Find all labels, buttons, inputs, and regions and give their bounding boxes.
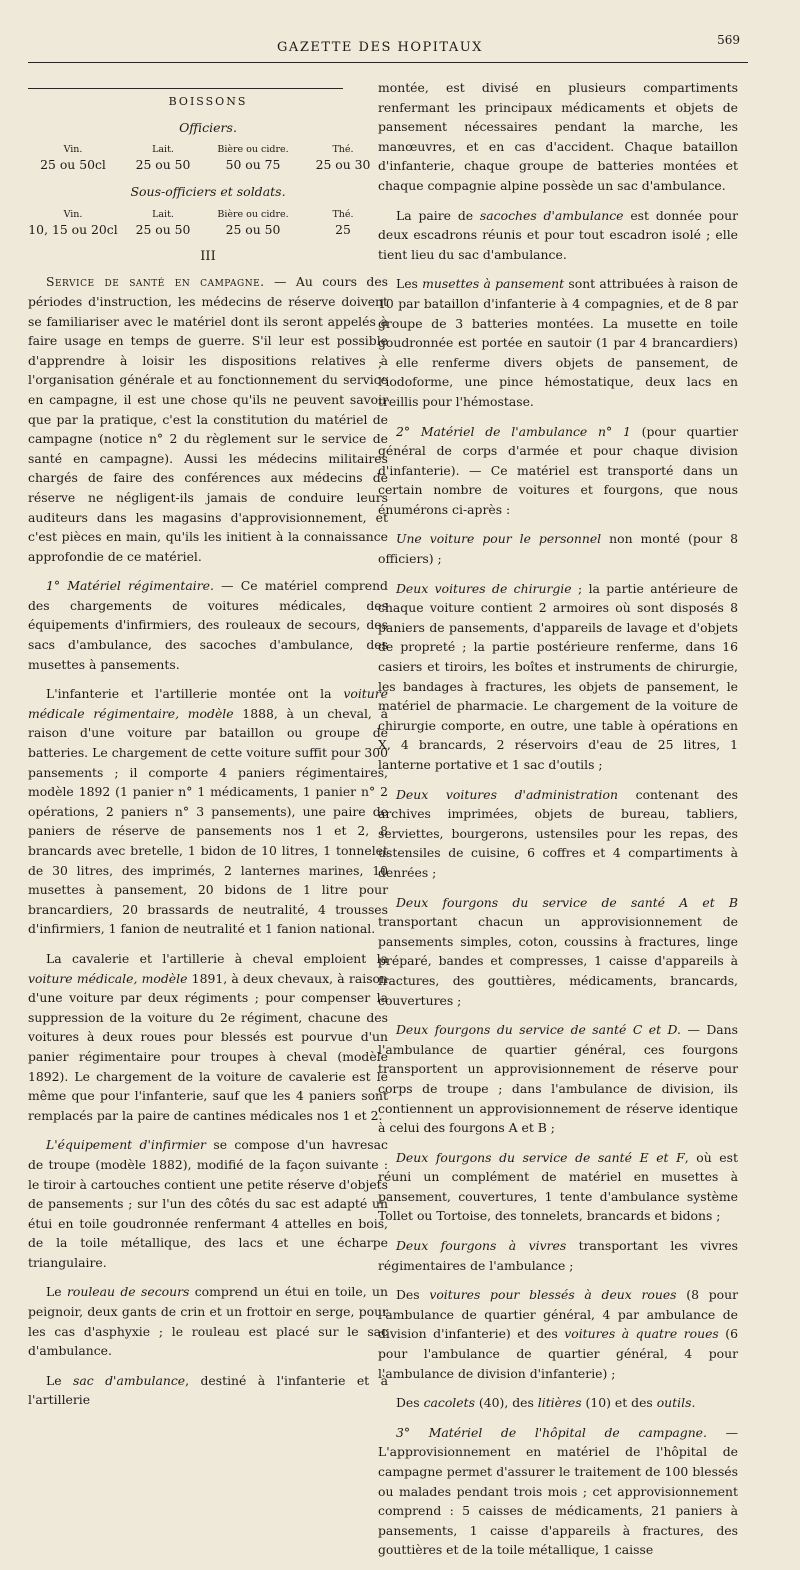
- italic-run: 3° Matériel de l'hôpital de campagne.: [396, 1424, 707, 1440]
- paragraph-cavalerie: [28, 949, 388, 1125]
- officiers-value-biere: 50 ou 75: [225, 157, 281, 173]
- italic-run: L'équipement d'infirmier: [46, 1137, 206, 1153]
- italic-run: sac d'ambulance: [73, 1372, 186, 1388]
- text-run: L'infanterie et l'artillerie montée ont la: [46, 686, 344, 702]
- officiers-value-the: 25 ou 30: [315, 157, 371, 173]
- soldats-header-vin: Vin.: [63, 208, 83, 220]
- paragraph-voitures-blesses: [378, 1285, 738, 1383]
- paragraph-hopital-campagne: [378, 1423, 738, 1560]
- soldats-title: Sous-officiers et soldats.: [130, 184, 286, 200]
- paragraph-voiture-personnel: [378, 529, 738, 568]
- soldats-value-lait: 25 ou 50: [135, 221, 191, 237]
- running-head: GAZETTE DES HOPITAUX: [277, 40, 483, 55]
- text-run: (40), des: [474, 1395, 538, 1411]
- officiers-title: Officiers.: [179, 119, 237, 135]
- soldats-value-the: 25: [335, 221, 351, 237]
- soldats-value-vin: 10, 15 ou 20cl: [28, 221, 118, 237]
- soldats-header-lait: Lait.: [152, 208, 174, 220]
- soldats-price-table: [28, 208, 388, 239]
- text-run: Des: [396, 1287, 430, 1303]
- text-run: — Dans l'ambulance de quartier général, ces fourgons transportent un approvisionnement de réserve pour corps de troupe ; dans l'ambulance de division, ils contiennent un approvisionnement de réserve identique à celui des fourgons A et B ;: [378, 1022, 738, 1136]
- text-run: (6 pour l'ambulance de quartier général, 4 pour l'ambulance de division d'infanterie) ;: [378, 1326, 738, 1381]
- text-run: Des: [396, 1395, 424, 1411]
- boissons-title: BOISSONS: [168, 95, 248, 108]
- italic-run: Deux fourgons du service de santé C et D.: [396, 1022, 681, 1038]
- paragraph-materiel-ambulance: [378, 422, 738, 520]
- text-run: .: [691, 1395, 696, 1411]
- officiers-value-lait: 25 ou 50: [135, 157, 191, 173]
- paragraph-infanterie: [28, 684, 388, 939]
- text-run: transportant les vivres régimentaires de l'ambulance ;: [378, 1238, 738, 1273]
- text-run: non monté (pour 8 officiers) ;: [378, 531, 738, 567]
- text-run: La cavalerie et l'artillerie à cheval emploient la: [46, 950, 388, 966]
- italic-run: Deux fourgons du service de santé E et F: [396, 1149, 685, 1165]
- text-run: , destiné à l'infanterie et à l'artillerie: [28, 1372, 388, 1408]
- paragraph-rouleau-de-secours: [28, 1282, 388, 1360]
- paragraph-text: — Au cours des périodes d'instruction, les médecins de réserve doivent se familiariser avec le matériel dont ils seront appelés à faire usage en temps de guerre. S'il leur est possible d'apprendre à loisir les dispositions relatives à l'organisation générale et au fonctionnement du service en campagne, il est une chose qu'ils ne peuvent savoir que par la pratique, c'est la constitution du matériel de campagne (notice n° 2 du règlement sur le service de santé en campagne). Aussi les médecins militaires chargés de faire des conférences aux médecins de réserve ne négligent-ils jamais de conduire leurs auditeurs dans les magasins d'approvisionnement, et c'est pièces en main, qu'ils les initient à la connaissance approfondie de ce matériel.: [28, 274, 389, 564]
- officiers-header-the: Thé.: [332, 144, 354, 156]
- header-rule: [28, 62, 748, 63]
- italic-run: cacolets: [423, 1395, 475, 1411]
- italic-run: litières: [537, 1395, 582, 1411]
- italic-run: voiture médicale, modèle: [28, 970, 188, 986]
- text-run: comprend un étui en toile, un peignoir, deux gants de crin et un frottoir en serge, pour les cas d'asphyxie ; le rouleau est placé sur le sac d'ambulance.: [28, 1284, 388, 1359]
- italic-run: Deux fourgons du service de santé A et B: [396, 894, 738, 910]
- text-run: 1888, à un cheval, à raison d'une voiture par bataillon ou groupe de batteries. Le chargement de cette voiture suffit pour 300 pansements ; il comporte 4 paniers régimentaires, modèle 1892 (1 panier n° 1 médicaments, 1 panier n° 2 opérations, 2 paniers n° 3 pansements), une paire de paniers de réserve de pansements nos 1 et 2, 8 brancards avec bretelle, 1 bidon de 10 litres, 1 tonnelet de 30 litres, des imprimés, 2 lanternes marines, 10 musettes à pansement, 20 bidons de 1 litre pour brancardiers, 20 brassards de neutralité, 4 trousses d'infirmiers, 1 fanion de neutralité et 1 fanion national.: [28, 705, 388, 937]
- officiers-header-vin: Vin.: [63, 144, 83, 156]
- paragraph-sac-ambulance: [28, 1371, 388, 1410]
- italic-run: musettes à pansement: [422, 276, 565, 292]
- text-run: ; la partie antérieure de chaque voiture contient 2 armoires où sont disposés 8 paniers de pansements, d'appareils de lavage et d'objets de propreté ; la partie postérieure renferme, dans 16 casiers et tiroirs, les boîtes et instruments de chirurgie, les bandages à fractures, les objets de pansement, le matériel de pharmacie. Le chargement de la voiture de chirurgie comporte, en outre, une table à opérations en X, 4 brancards, 2 réservoirs d'eau de 25 litres, 1 lanterne portative et 1 sac d'outils ;: [378, 580, 738, 772]
- text-run: transportant chacun un approvisionnement de pansements simples, coton, coussins à fractures, linge préparé, bandes et compresses, 1 caisse d'appareils à fractures, des gouttières, médicaments, brancards, couvertures ;: [378, 914, 738, 1008]
- soldats-header-biere: Bière ou cidre.: [217, 208, 289, 220]
- text-run: (10) et des: [581, 1395, 657, 1411]
- italic-run: sacoches d'ambulance: [479, 207, 624, 223]
- italic-run: Une voiture pour le personnel: [396, 531, 602, 547]
- paragraph-fourgons-vivres: [378, 1236, 738, 1275]
- text-run: (pour quartier général de corps d'armée et pour chaque division d'infanterie). — Ce matériel est transporté dans un certain nombre de voitures et fourgons, que nous énumérons ci-après :: [378, 423, 738, 517]
- italic-run: voitures à quatre roues: [564, 1326, 719, 1342]
- italic-run: rouleau de secours: [66, 1284, 190, 1300]
- italic-run: Deux fourgons à vivres: [396, 1238, 567, 1254]
- italic-run: Deux voitures d'administration: [396, 786, 618, 802]
- paragraph-voitures-chirurgie: [378, 579, 738, 775]
- italic-run: voiture médicale régimentaire, modèle: [28, 686, 388, 721]
- section-number: III: [200, 248, 216, 264]
- paragraph-fourgons-c-d: [378, 1020, 738, 1138]
- officiers-header-lait: Lait.: [152, 144, 174, 156]
- paragraph-musettes: [378, 274, 738, 411]
- text-run: Les: [396, 276, 423, 292]
- paragraph-fourgons-e-f: [378, 1148, 738, 1226]
- text-run: La paire de: [396, 207, 480, 223]
- paragraph-text: — Ce matériel comprend des chargements de voitures médicales, des équipements d'infirmiers, des rouleaux de secours, des sacs d'ambulance, des sacoches d'ambulance, des musettes à pansements.: [28, 578, 388, 672]
- italic-run: outils: [656, 1395, 692, 1411]
- paragraph-service-de-sante: [28, 272, 388, 566]
- text-run: — L'approvisionnement en matériel de l'hôpital de campagne permet d'assurer le traitement de 100 blessés ou malades pendant trois mois ; cet approvisionnement comprend : 5 caisses de médicaments, 21 paniers à pansements, 1 caisse d'appareils à fractures, des gouttières et de la toile métallique, 1 caisse: [378, 1424, 738, 1558]
- text-run: se compose d'un havresac de troupe (modèle 1882), modifié de la façon suivante : le tiroir à cartouches contient une petite réserve d'objets de pansements ; sur l'un des côtés du sac est adapté un étui en toile goudronnée renfermant 4 attelles en bois, de la toile métallique, des lacs et une écharpe triangulaire.: [28, 1137, 388, 1270]
- paragraph-equipement-infirmier: [28, 1135, 388, 1272]
- officiers-value-vin: 25 ou 50cl: [40, 157, 106, 173]
- paragraph-voitures-administration: [378, 785, 738, 883]
- paragraph-cacolets: [378, 1393, 738, 1413]
- officiers-header-biere: Bière ou cidre.: [217, 144, 289, 156]
- officiers-price-table: [28, 143, 388, 174]
- italic-run: voitures pour blessés à deux roues: [429, 1287, 677, 1303]
- text-run: contenant des archives imprimées, objets de bureau, tabliers, serviettes, bourgerons, ustensiles pour les repas, des ustensiles de cuisine, 6 coffres et 4 compartiments à denrées ;: [378, 786, 738, 880]
- paragraph-materiel-regimentaire: [28, 576, 388, 674]
- text-run: 1891, à deux chevaux, à raison d'une voiture par deux régiments ; pour compenser la suppression de la voiture du 2e régiment, chacune des voitures à deux roues pour blessés est pourvue d'un panier régimentaire pour troupes à cheval (modèle 1892). Le chargement de la voiture de cavalerie est le même que pour l'infanterie, sauf que les 4 paniers sont remplacés par la paire de cantines médicales nos 1 et 2.: [28, 970, 388, 1123]
- left-column: [28, 78, 388, 1420]
- text-run: est donnée pour deux escadrons réunis et pour tout escadron isolé ; elle tient lieu du sac d'ambulance.: [378, 207, 738, 262]
- text-run: Le: [46, 1372, 73, 1388]
- italic-run: Deux voitures de chirurgie: [396, 580, 572, 596]
- text-run: sont attribuées à raison de 10 par bataillon d'infanterie à 4 compagnies, et de 8 par groupe de 3 batteries montées. La musette en toile goudronnée est portée en sautoir (1 par 4 brancardiers) ; elle renferme divers objets de pansement, de l'iodoforme, une pince hémostatique, deux lacs en treillis pour l'hémostase.: [378, 276, 738, 409]
- text-run: (8 pour l'ambulance de quartier général, 4 par ambulance de division d'infanterie) et des: [378, 1287, 738, 1342]
- text-run: , où est réuni un complément de matériel en musettes à pansement, couvertures, 1 tente d'ambulance système Tollet ou Tortoise, des tonnelets, brancards et bidons ;: [378, 1149, 738, 1224]
- paragraph-lead: 1° Matériel régimentaire.: [46, 578, 214, 594]
- italic-run: 2° Matériel de l'ambulance n° 1: [396, 423, 631, 439]
- right-column: [378, 78, 738, 1570]
- paragraph-lead: Service de santé en campagne.: [46, 274, 265, 290]
- paragraph-sac-continued: montée, est divisé en plusieurs compartiments renfermant les principaux médicaments et objets de pansement nécessaires pendant la marche, les manœuvres, et en cas d'accident. Chaque bataillon d'infanterie, chaque groupe de batteries montées et chaque compagnie alpine possède un sac d'ambulance.: [378, 80, 738, 193]
- text-run: Le: [46, 1284, 67, 1300]
- soldats-value-biere: 25 ou 50: [225, 221, 281, 237]
- soldats-header-the: Thé.: [332, 208, 354, 220]
- paragraph-sacoches: [378, 206, 738, 265]
- paragraph-fourgons-a-b: [378, 893, 738, 1011]
- page-number: 569: [717, 33, 740, 47]
